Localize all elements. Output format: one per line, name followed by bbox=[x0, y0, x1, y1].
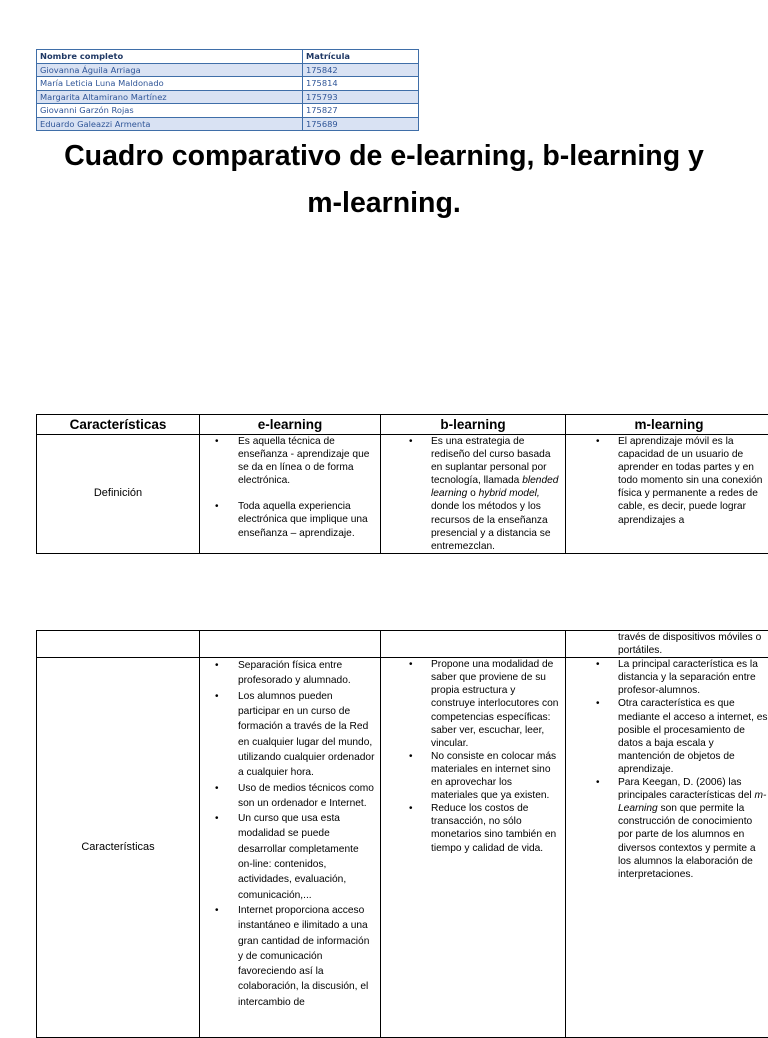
comparison-table-part-1 bbox=[36, 414, 768, 554]
m-car-em: m-Learning bbox=[618, 790, 766, 814]
student-name: Giovanna Águila Arriaga bbox=[37, 63, 303, 77]
list-item: • Separación física entre profesorado y alumnado. bbox=[200, 658, 380, 689]
definicion-b-learning bbox=[381, 435, 566, 554]
student-name: Eduardo Galeazzi Armenta bbox=[37, 117, 303, 131]
header-id: Matrícula bbox=[303, 50, 419, 64]
list-item: • No consiste en colocar más materiales en internet sino en aprovechar los materiales que ya existen. bbox=[381, 750, 565, 802]
student-row bbox=[37, 117, 419, 131]
caracteristicas-e-learning bbox=[200, 658, 381, 1038]
row-label-definicion: Definición bbox=[37, 435, 200, 554]
empty-cell bbox=[37, 631, 200, 658]
list-item: • Propone una modalidad de saber que proviene de su propia estructura y construye interlocutores con competencias específicas: saber ver, escuchar, leer, vincular. bbox=[381, 658, 565, 750]
student-id: 175827 bbox=[303, 104, 419, 118]
student-name: María Leticia Luna Maldonado bbox=[37, 77, 303, 91]
list-item: • El aprendizaje móvil es la capacidad de un usuario de aprender en todas partes y en todo momento sin una conexión física y permanente a redes de cable, es decir, puede lograr aprendizajes a bbox=[566, 435, 768, 527]
student-id: 175689 bbox=[303, 117, 419, 131]
list-item: • Los alumnos pueden participar en un curso de formación a través de la Red en cualquier lugar del mundo, utilizando cualquier ordenador a cualquier hora. bbox=[200, 689, 380, 781]
header-b-learning: b-learning bbox=[381, 415, 566, 435]
continuation-m-learning bbox=[566, 631, 768, 658]
comparison-header-row bbox=[37, 415, 768, 435]
students-table bbox=[36, 49, 419, 131]
student-row bbox=[37, 90, 419, 104]
empty-cell bbox=[381, 631, 566, 658]
document-title bbox=[20, 133, 748, 227]
m-car-text-2: son que permite la construcción de conocimiento por parte de los alumnos en diversos contextos y permite a los alumnos la elaboración de interpretaciones. bbox=[618, 803, 756, 879]
b-def-text-2: o bbox=[467, 488, 478, 499]
list-item bbox=[566, 776, 768, 881]
row-definicion bbox=[37, 435, 768, 554]
b-def-text-1: Es una estrategia de rediseño del curso basada en suplantar personal por tecnología, llamada bbox=[431, 436, 551, 486]
row-label-caracteristicas: Características bbox=[37, 658, 200, 1038]
list-item: • La principal característica es la distancia y la separación entre profesor-alumnos. bbox=[566, 658, 768, 697]
list-item bbox=[381, 435, 565, 553]
b-def-text-3: donde los métodos y los recursos de la enseñanza presencial y a distancia se entremezclan. bbox=[431, 501, 550, 551]
list-item: • Toda aquella experiencia electrónica que implique una enseñanza – aprendizaje. bbox=[200, 500, 380, 539]
header-m-learning: m-learning bbox=[566, 415, 768, 435]
empty-cell bbox=[200, 631, 381, 658]
m-car-text-1: Para Keegan, D. (2006) las principales características del bbox=[618, 777, 754, 801]
student-id: 175814 bbox=[303, 77, 419, 91]
list-item: • Otra característica es que mediante el acceso a internet, es posible el procesamiento de datos a baja escala y mantención de objetos de aprendizaje. bbox=[566, 697, 768, 776]
row-continuacion bbox=[37, 631, 768, 658]
students-header-row bbox=[37, 50, 419, 64]
student-id: 175842 bbox=[303, 63, 419, 77]
definicion-e-learning bbox=[200, 435, 381, 554]
caracteristicas-b-learning bbox=[381, 658, 566, 1038]
title-line-1: Cuadro comparativo de e-learning, b-learning y bbox=[64, 140, 704, 172]
continuation-text: través de dispositivos móviles o portátiles. bbox=[566, 631, 768, 657]
list-item: • Uso de medios técnicos como son un ordenador e Internet. bbox=[200, 781, 380, 812]
list-item: • Internet proporciona acceso instantáneo e ilimitado a una gran cantidad de información y de comunicación favoreciendo así la colaboración, la discusión, el intercambio de bbox=[200, 903, 380, 1010]
student-row bbox=[37, 104, 419, 118]
b-def-em-2: hybrid model, bbox=[479, 488, 540, 499]
header-caracteristicas: Características bbox=[37, 415, 200, 435]
caracteristicas-m-learning bbox=[566, 658, 768, 1038]
list-item: • Reduce los costos de transacción, no sólo monetarios sino también en tiempo y calidad de vida. bbox=[381, 802, 565, 854]
b-def-em-1: blended learning bbox=[431, 475, 558, 499]
list-item: • Es aquella técnica de enseñanza - aprendizaje que se da en línea o de forma electrónica. bbox=[200, 435, 380, 487]
comparison-table-part-2 bbox=[36, 630, 768, 1038]
student-name: Margarita Altamirano Martínez bbox=[37, 90, 303, 104]
list-item: • Un curso que usa esta modalidad se puede desarrollar completamente on-line: contenidos, actividades, evaluación, comunicación,... bbox=[200, 811, 380, 903]
student-name: Giovanni Garzón Rojas bbox=[37, 104, 303, 118]
student-id: 175793 bbox=[303, 90, 419, 104]
student-row bbox=[37, 77, 419, 91]
row-caracteristicas bbox=[37, 658, 768, 1038]
header-name: Nombre completo bbox=[37, 50, 303, 64]
header-e-learning: e-learning bbox=[200, 415, 381, 435]
definicion-m-learning bbox=[566, 435, 768, 554]
student-row bbox=[37, 63, 419, 77]
title-line-2: m-learning. bbox=[307, 187, 461, 219]
